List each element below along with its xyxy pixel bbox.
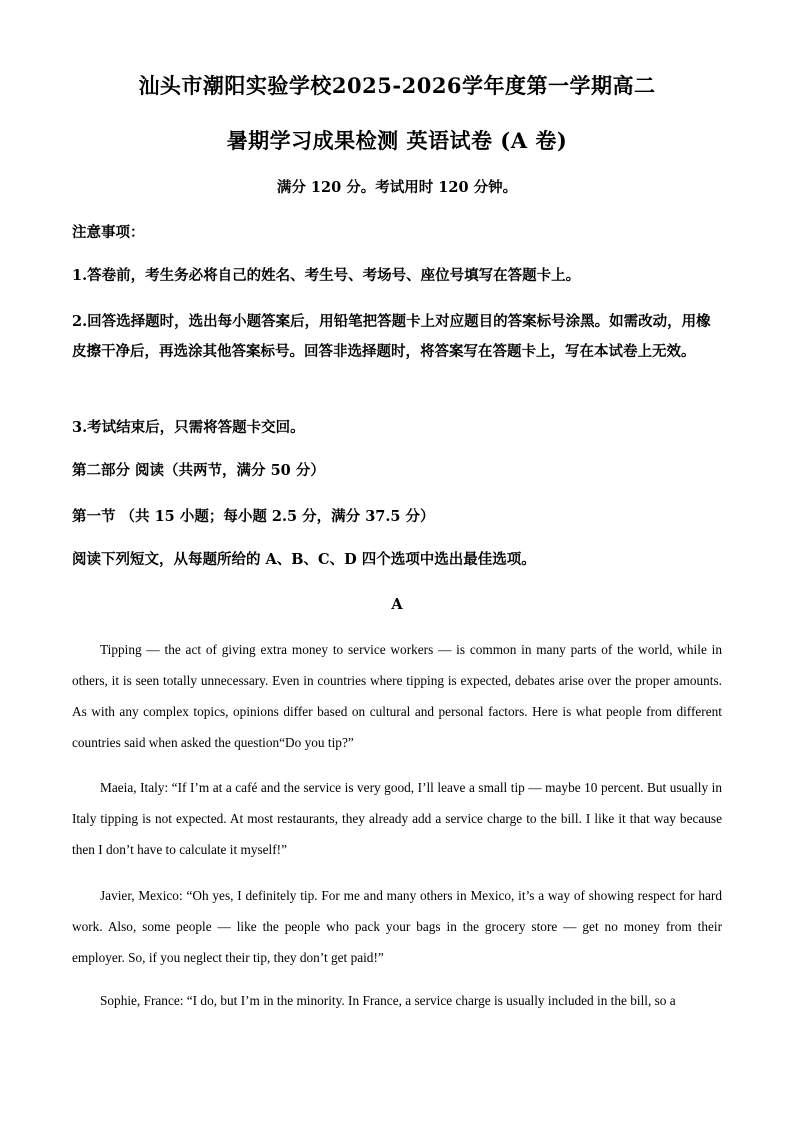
reading-instruction: 阅读下列短文，从每题所给的 A、B、C、D 四个选项中选出最佳选项。 (72, 551, 536, 568)
note-item-1: 1.答卷前，考生务必将自己的姓名、考生号、考场号、座位号填写在答题卡上。 (72, 267, 581, 284)
notes-heading: 注意事项： (72, 224, 145, 241)
section-heading: 第一节 （共 15 小题；每小题 2.5 分，满分 37.5 分） (72, 508, 435, 525)
passage-paragraph-2: Maeia, Italy: “If I’m at a café and the service is very good, I’ll leave a small tip — maybe 10 percent. But usually in Italy tipping is not expected. At most restaurants, they already add a service charge to the bill. I like it that way because then I don’t have to calculate it myself!” (72, 780, 722, 857)
part-heading: 第二部分 阅读（共两节，满分 50 分） (72, 462, 325, 479)
passage-paragraph-1: Tipping — the act of giving extra money to service workers — is common in many parts of the world, while in others, it is seen totally unnecessary. Even in countries where tipping is expected, debates arise over the proper amounts. As with any complex topics, opinions differ based on cultural and personal factors. Here is what people from different countries said when asked the question“Do you tip?” (72, 642, 722, 750)
exam-title-line1: 汕头市潮阳实验学校2025-2026学年度第一学期高二 (138, 73, 656, 98)
note-item-3: 3.考试结束后，只需将答题卡交回。 (72, 419, 305, 436)
passage-paragraph-4: Sophie, France: “I do, but I’m in the minority. In France, a service charge is usually included in the bill, so a (100, 993, 676, 1008)
exam-title-line2: 暑期学习成果检测 英语试卷 (A 卷) (226, 128, 568, 153)
passage-label: A (391, 596, 403, 613)
note-item-2: 2.回答选择题时，选出每小题答案后，用铅笔把答题卡上对应题目的答案标号涂黑。如需改动，用橡皮擦干净后，再选涂其他答案标号。回答非选择题时，将答案写在答题卡上，写在本试卷上无效。 (72, 313, 711, 360)
passage-paragraph-3: Javier, Mexico: “Oh yes, I definitely tip. For me and many others in Mexico, it’s a way of showing respect for hard work. Also, some people — like the people who pack your bags in the grocery store — get no money from their employer. So, if you neglect their tip, they don’t get paid!” (72, 888, 722, 965)
score-info: 满分 120 分。考试用时 120 分钟。 (276, 179, 518, 196)
